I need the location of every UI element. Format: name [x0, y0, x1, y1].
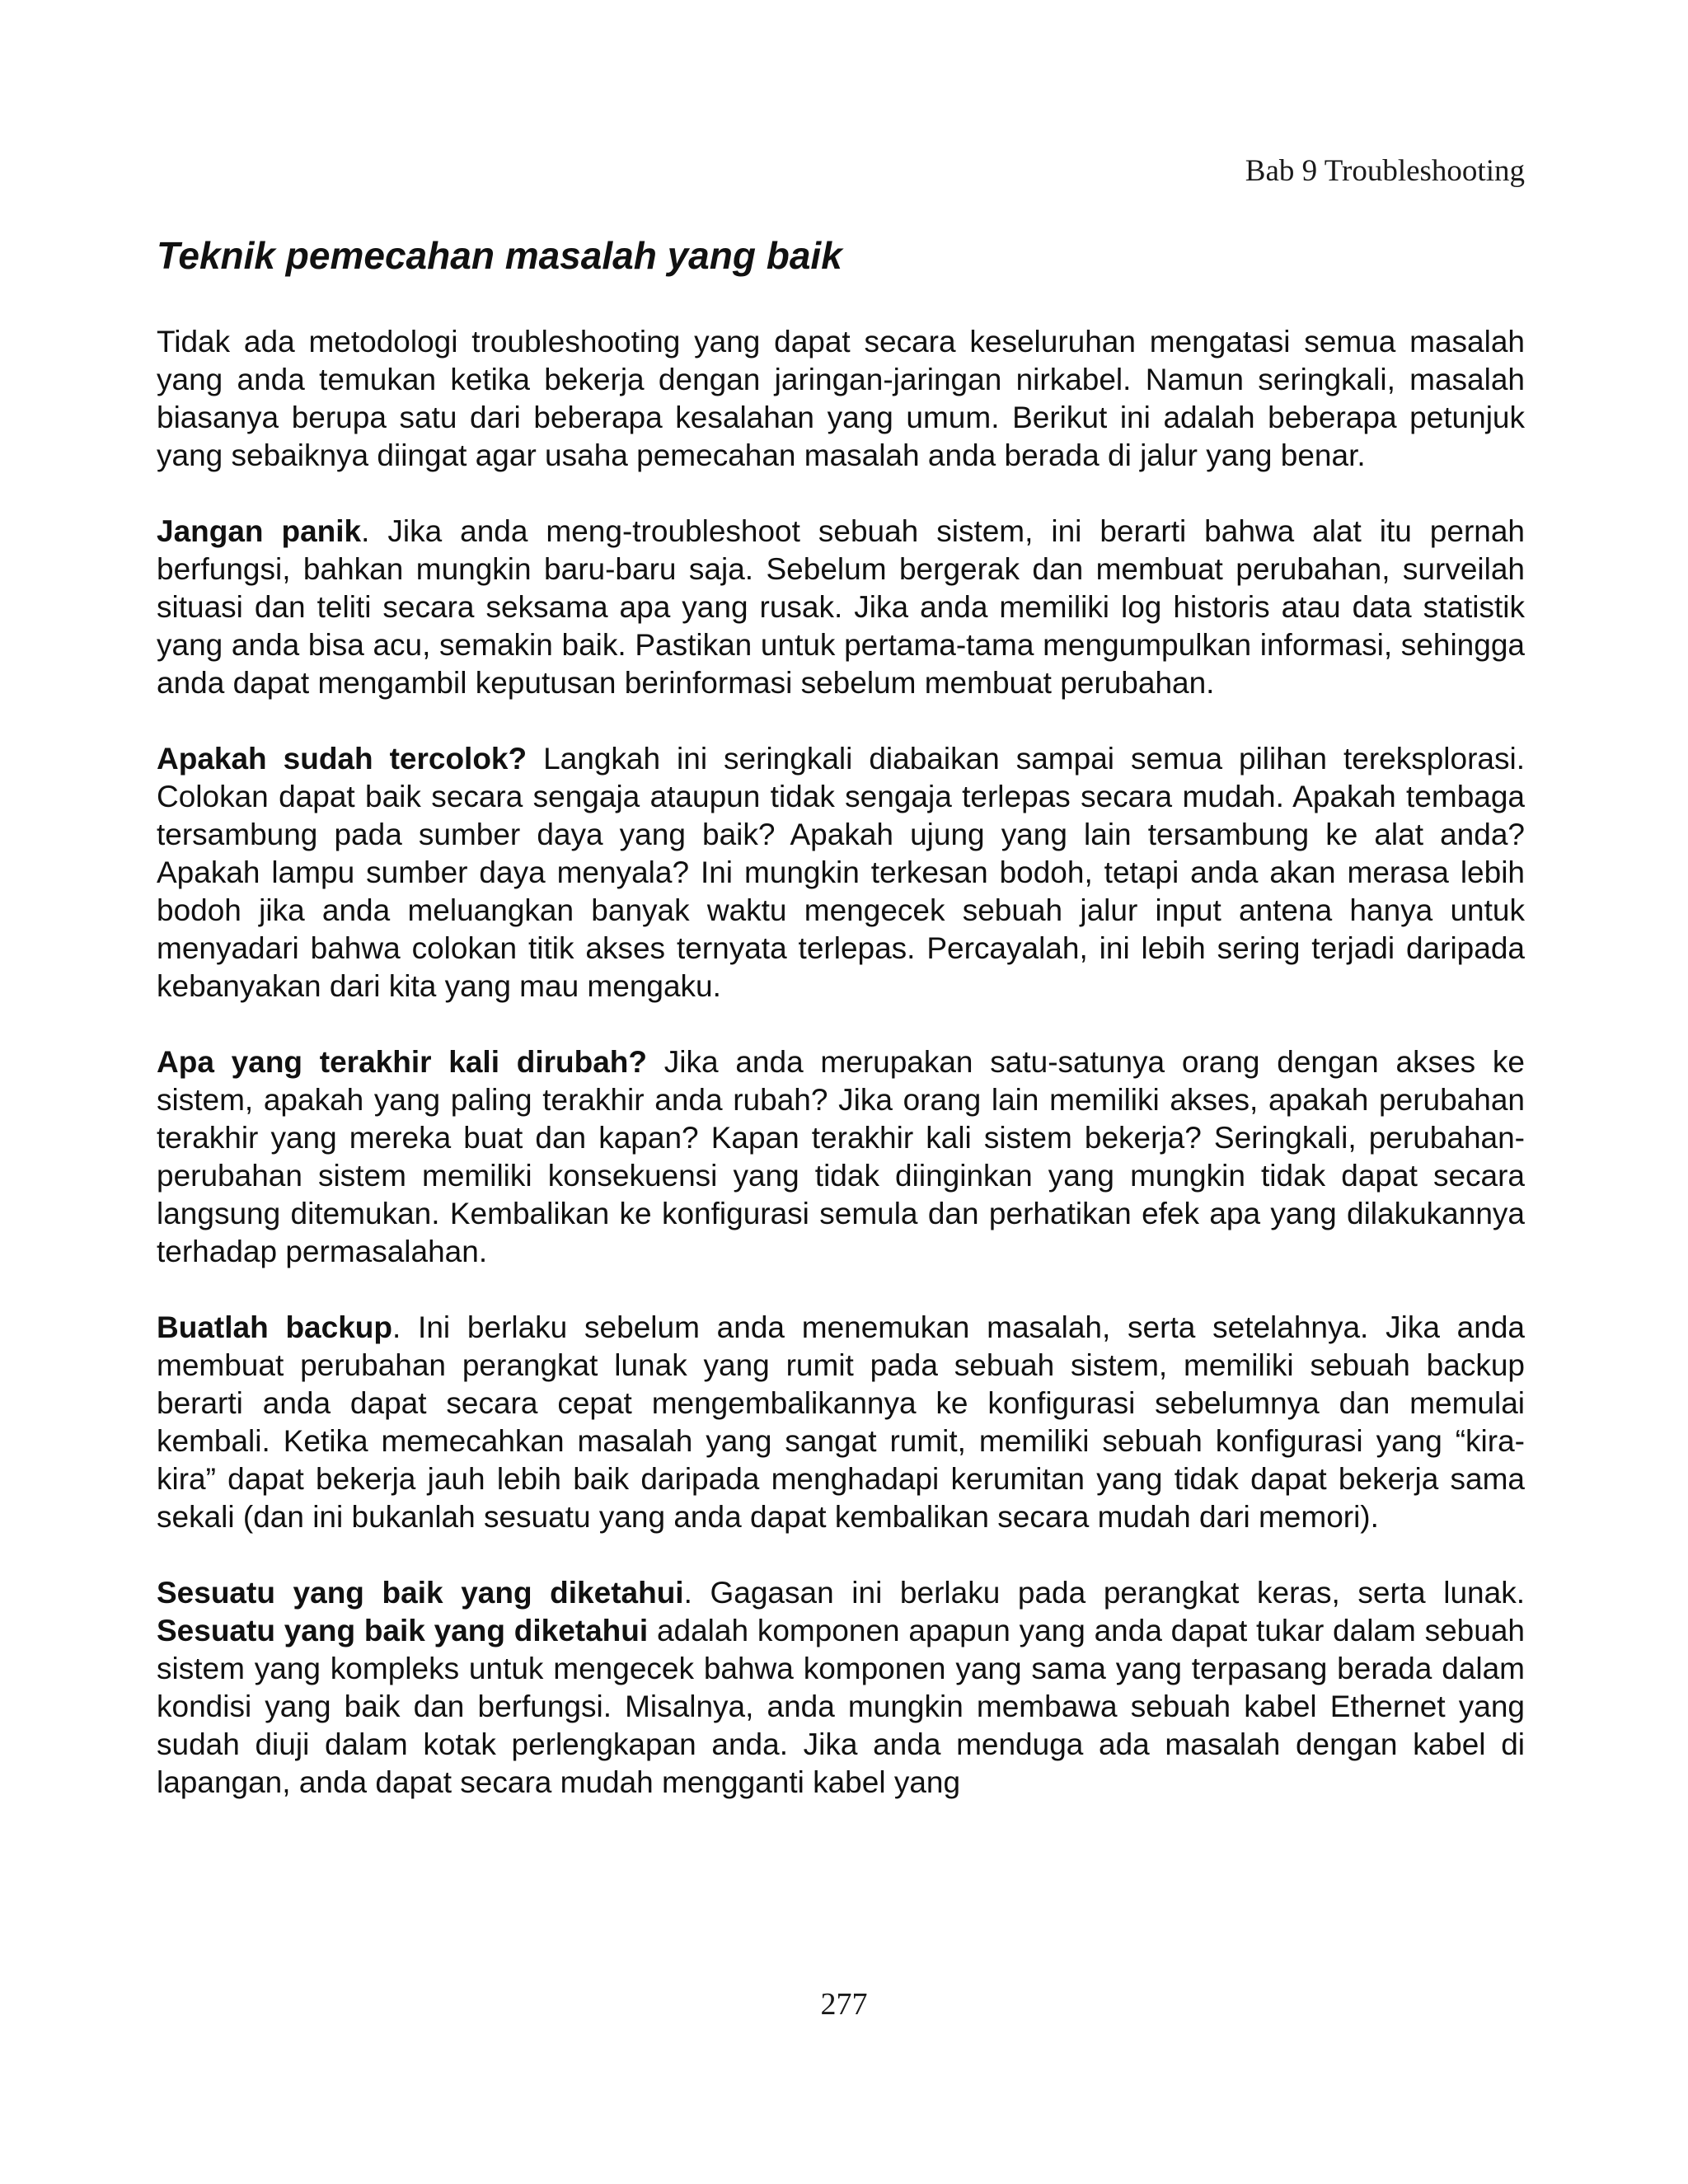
paragraph-text-jangan-panik: . Jika anda meng-troubleshoot sebuah sistem, ini berarti bahwa alat itu pernah berfungsi, bahkan mungkin baru-baru saja. Sebelum bergerak dan membuat perubahan, surveilah situasi dan teliti secara seksama apa yang rusak. Jika anda memiliki log historis atau data statistik yang anda bisa acu, semakin baik. Pastikan untuk pertama-tama mengumpulkan informasi, sehingga anda dapat mengambil keputusan berinformasi sebelum membuat perubahan. — [157, 514, 1526, 700]
paragraph-lead-jangan-panik: Jangan panik — [157, 514, 362, 548]
section-title: Teknik pemecahan masalah yang baik — [157, 234, 842, 277]
paragraph-intro-text: Tidak ada metodologi troubleshooting yang dapat secara keseluruhan mengatasi semua masalah yang anda temukan ketika bekerja dengan jaringan-jaringan nirkabel. Namun seringkali, masalah biasanya berupa satu dari beberapa kesalahan yang umum. Berikut ini adalah beberapa petunjuk yang sebaiknya diingat agar usaha pemecahan masalah anda berada di jalur yang benar. — [157, 325, 1525, 472]
running-header: Bab 9 Troubleshooting — [1245, 154, 1525, 188]
page-number: 277 — [820, 1987, 868, 2022]
page-content — [157, 231, 1525, 1840]
paragraph-text-terakhir-dirubah: Jika anda merupakan satu-satunya orang dengan akses ke sistem, apakah yang paling terakhir anda rubah? Jika orang lain memiliki akses, apakah perubahan terakhir yang mereka buat dan kapan? Kapan terakhir kali sistem bekerja? Seringkali, perubahan-perubahan sistem memiliki konsekuensi yang tidak diinginkan yang mungkin tidak dapat secara langsung ditemukan. Kembalikan ke konfigurasi semula dan perhatikan efek apa yang dilakukannya terhadap permasalahan. — [157, 1045, 1525, 1268]
paragraph-lead-tercolok: Apakah sudah tercolok? — [157, 742, 528, 776]
paragraph-lead-terakhir-dirubah: Apa yang terakhir kali dirubah? — [157, 1045, 648, 1079]
paragraph-tercolok — [157, 740, 1525, 1005]
paragraph-jangan-panik — [157, 513, 1525, 702]
paragraph-lead-sesuatu-baik-2: Sesuatu yang baik yang diketahui — [157, 1614, 649, 1647]
paragraph-text-sesuatu-baik-2: adalah komponen apapun yang anda dapat tukar dalam sebuah sistem yang kompleks untuk mengecek bahwa komponen yang sama yang terpasang berada dalam kondisi yang baik dan berfungsi. Misalnya, anda mungkin membawa sebuah kabel Ethernet yang sudah diuji dalam kotak perlengkapan anda. Jika anda menduga ada masalah dengan kabel di lapangan, anda dapat secara mudah mengganti kabel yang — [157, 1614, 1525, 1799]
paragraph-terakhir-dirubah — [157, 1043, 1525, 1271]
paragraph-text-tercolok: Langkah ini seringkali diabaikan sampai semua pilihan tereksplorasi. Colokan dapat baik secara sengaja ataupun tidak sengaja terlepas secara mudah. Apakah tembaga tersambung pada sumber daya yang baik? Apakah ujung yang lain tersambung ke alat anda? Apakah lampu sumber daya menyala? Ini mungkin terkesan bodoh, tetapi anda akan merasa lebih bodoh jika anda meluangkan banyak waktu mengecek sebuah jalur input antena hanya untuk menyadari bahwa colokan titik akses ternyata terlepas. Percayalah, ini lebih sering terjadi daripada kebanyakan dari kita yang mau mengaku. — [157, 742, 1525, 1003]
paragraph-sesuatu-baik — [157, 1574, 1525, 1802]
paragraph-lead-sesuatu-baik: Sesuatu yang baik yang diketahui — [157, 1576, 684, 1610]
paragraph-text-sesuatu-baik-1: . Gagasan ini berlaku pada perangkat keras, serta lunak. — [683, 1576, 1525, 1610]
paragraph-intro — [157, 323, 1525, 475]
paragraph-backup — [157, 1309, 1525, 1536]
paragraph-text-backup: . Ini berlaku sebelum anda menemukan masalah, serta setelahnya. Jika anda membuat perubahan perangkat lunak yang rumit pada sebuah sistem, memiliki sebuah backup berarti anda dapat secara cepat mengembalikannya ke konfigurasi sebelumnya dan memulai kembali. Ketika memecahkan masalah yang sangat rumit, memiliki sebuah konfigurasi yang “kira-kira” dapat bekerja jauh lebih baik daripada menghadapi kerumitan yang tidak dapat bekerja sama sekali (dan ini bukanlah sesuatu yang anda dapat kembalikan secara mudah dari memori). — [157, 1310, 1525, 1534]
paragraph-lead-backup: Buatlah backup — [157, 1310, 392, 1344]
